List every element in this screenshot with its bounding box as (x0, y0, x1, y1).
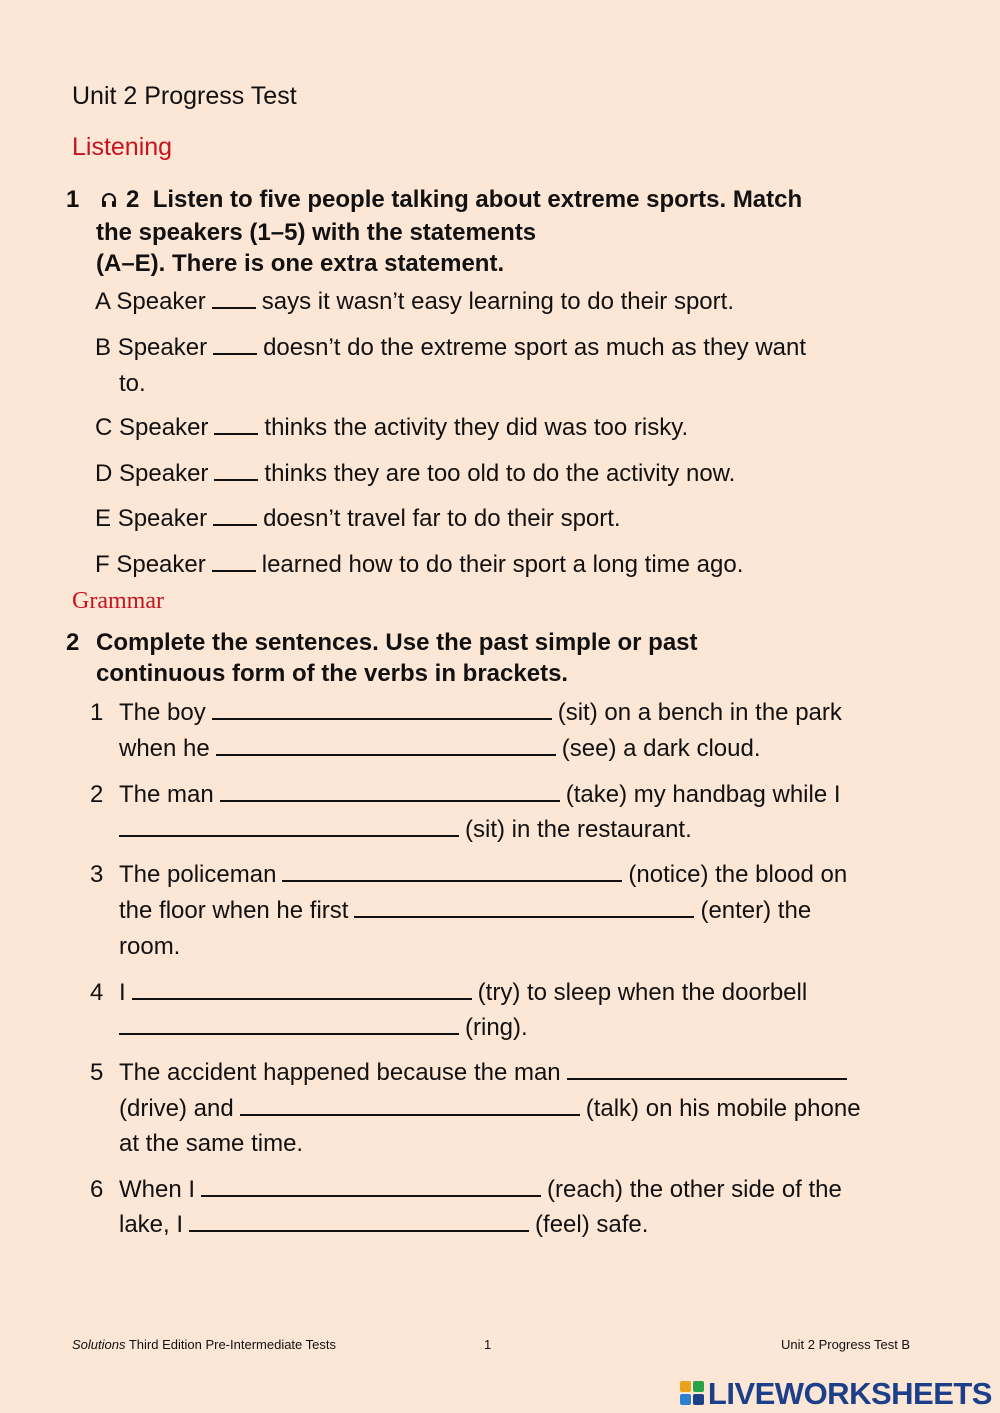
instruction-line-2: the speakers (1–5) with the statements (96, 219, 537, 246)
sentence-text: (ring). (465, 1014, 528, 1041)
track-number: 2 (126, 186, 140, 213)
answer-blank[interactable] (354, 894, 694, 918)
liveworksheets-text: LIVEWORKSHEETS (707, 1376, 992, 1411)
statement-B (95, 330, 806, 366)
answer-blank[interactable] (201, 1173, 541, 1197)
answer-blank[interactable] (213, 502, 257, 526)
answer-blank[interactable] (216, 732, 556, 756)
sentence-text: when he (119, 735, 210, 762)
statement-text: thinks they are too old to do the activity now. (264, 460, 736, 487)
headphones-icon[interactable] (100, 186, 118, 217)
sentence-number: 3 (90, 861, 104, 888)
instruction-line-3: (A–E). There is one extra statement. (96, 250, 505, 277)
statement-prefix: Speaker (116, 288, 206, 315)
sentence-6-line-1 (119, 1172, 842, 1208)
sentence-number: 6 (90, 1176, 104, 1203)
sentence-text: The man (119, 781, 214, 808)
answer-blank[interactable] (213, 331, 257, 355)
instruction-line-2: continuous form of the verbs in brackets. (96, 660, 569, 687)
statement-letter: D (95, 460, 113, 487)
sentence-text: The policeman (119, 861, 277, 888)
answer-blank[interactable] (132, 976, 472, 1000)
statement-B-continued: to. (119, 370, 146, 397)
liveworksheets-icon (680, 1381, 706, 1407)
instruction-line-1: Listen to five people talking about extreme sports. Match (152, 186, 803, 213)
sentence-text: (sit) in the restaurant. (465, 816, 692, 843)
statement-F (95, 547, 743, 583)
sentence-text: (enter) the (700, 897, 812, 924)
sentence-text: (try) to sleep when the doorbell (477, 979, 808, 1006)
sentence-number: 5 (90, 1059, 104, 1086)
sentence-5-line-1 (119, 1055, 853, 1091)
sentence-text: (sit) on a bench in the park (557, 699, 842, 726)
sentence-4-line-1 (119, 975, 807, 1011)
statement-prefix: Speaker (117, 334, 208, 361)
sentence-3-line-2 (119, 893, 811, 929)
sentence-2-line-1 (119, 777, 841, 813)
answer-blank[interactable] (119, 1011, 459, 1035)
statement-prefix: Speaker (117, 505, 208, 532)
sentence-number: 4 (90, 979, 104, 1006)
statement-D (95, 456, 735, 492)
section-heading-grammar: Grammar (72, 588, 164, 614)
answer-blank[interactable] (212, 285, 256, 309)
statement-text: says it wasn’t easy learning to do their sport. (261, 288, 734, 315)
sentence-text: (notice) the blood on (628, 861, 848, 888)
footer-book-rest: Third Edition Pre-Intermediate Tests (125, 1337, 336, 1352)
sentence-text: lake, I (119, 1211, 184, 1238)
statement-letter: E (95, 505, 112, 532)
sentence-1-line-2 (119, 731, 761, 767)
footer-book-italic: Solutions (72, 1337, 126, 1352)
sentence-2-line-2 (119, 812, 692, 848)
statement-text: doesn’t travel far to do their sport. (263, 505, 621, 532)
footer-book-title (72, 1337, 336, 1352)
sentence-5-line-2 (119, 1091, 861, 1127)
statement-letter: A (95, 288, 110, 315)
page-title: Unit 2 Progress Test (72, 82, 297, 110)
sentence-number: 2 (90, 781, 104, 808)
liveworksheets-logo[interactable] (680, 1376, 992, 1412)
instruction-line-1: Complete the sentences. Use the past simple or past (96, 629, 698, 656)
answer-blank[interactable] (119, 813, 459, 837)
sentence-text: the floor when he first (119, 897, 349, 924)
sentence-text: (feel) safe. (535, 1211, 649, 1238)
sentence-text: When I (119, 1176, 196, 1203)
sentence-text: (take) my handbag while I (565, 781, 841, 808)
sentence-text: (reach) the other side of the (547, 1176, 842, 1203)
answer-blank[interactable] (240, 1092, 580, 1116)
sentence-text: (talk) on his mobile phone (585, 1095, 861, 1122)
statement-C (95, 410, 688, 446)
statement-text: doesn’t do the extreme sport as much as they want (263, 334, 807, 361)
footer-page-number: 1 (484, 1337, 492, 1352)
sentence-text: (see) a dark cloud. (561, 735, 761, 762)
statement-prefix: Speaker (116, 551, 206, 578)
answer-blank[interactable] (567, 1056, 847, 1080)
sentence-text: The accident happened because the man (119, 1059, 561, 1086)
statement-A (95, 284, 734, 320)
sentence-3-line-1 (119, 857, 847, 893)
exercise-number: 1 (66, 186, 80, 213)
answer-blank[interactable] (220, 778, 560, 802)
answer-blank[interactable] (212, 696, 552, 720)
statement-prefix: Speaker (119, 414, 209, 441)
statement-letter: F (95, 551, 110, 578)
statement-E (95, 501, 621, 537)
sentence-1-line-1 (119, 695, 842, 731)
footer-test-name: Unit 2 Progress Test B (781, 1337, 911, 1352)
exercise-instruction (96, 627, 698, 689)
statement-text: learned how to do their sport a long time ago. (261, 551, 744, 578)
sentence-6-line-2 (119, 1207, 648, 1243)
section-heading-listening: Listening (72, 133, 173, 161)
sentence-4-line-2 (119, 1010, 528, 1046)
answer-blank[interactable] (214, 457, 258, 481)
answer-blank[interactable] (189, 1208, 529, 1232)
statement-letter: B (95, 334, 112, 361)
answer-blank[interactable] (282, 858, 622, 882)
sentence-text: The boy (119, 699, 206, 726)
statement-text: thinks the activity they did was too risky. (264, 414, 689, 441)
statement-prefix: Speaker (119, 460, 209, 487)
answer-blank[interactable] (214, 411, 258, 435)
sentence-5-line-3: at the same time. (119, 1130, 304, 1157)
sentence-text: I (119, 979, 126, 1006)
sentence-3-line-3: room. (119, 933, 181, 960)
sentence-text: (drive) and (119, 1095, 234, 1122)
exercise-number: 2 (66, 629, 80, 656)
statement-letter: C (95, 414, 113, 441)
exercise-instruction (96, 184, 802, 279)
sentence-number: 1 (90, 699, 104, 726)
answer-blank[interactable] (212, 548, 256, 572)
